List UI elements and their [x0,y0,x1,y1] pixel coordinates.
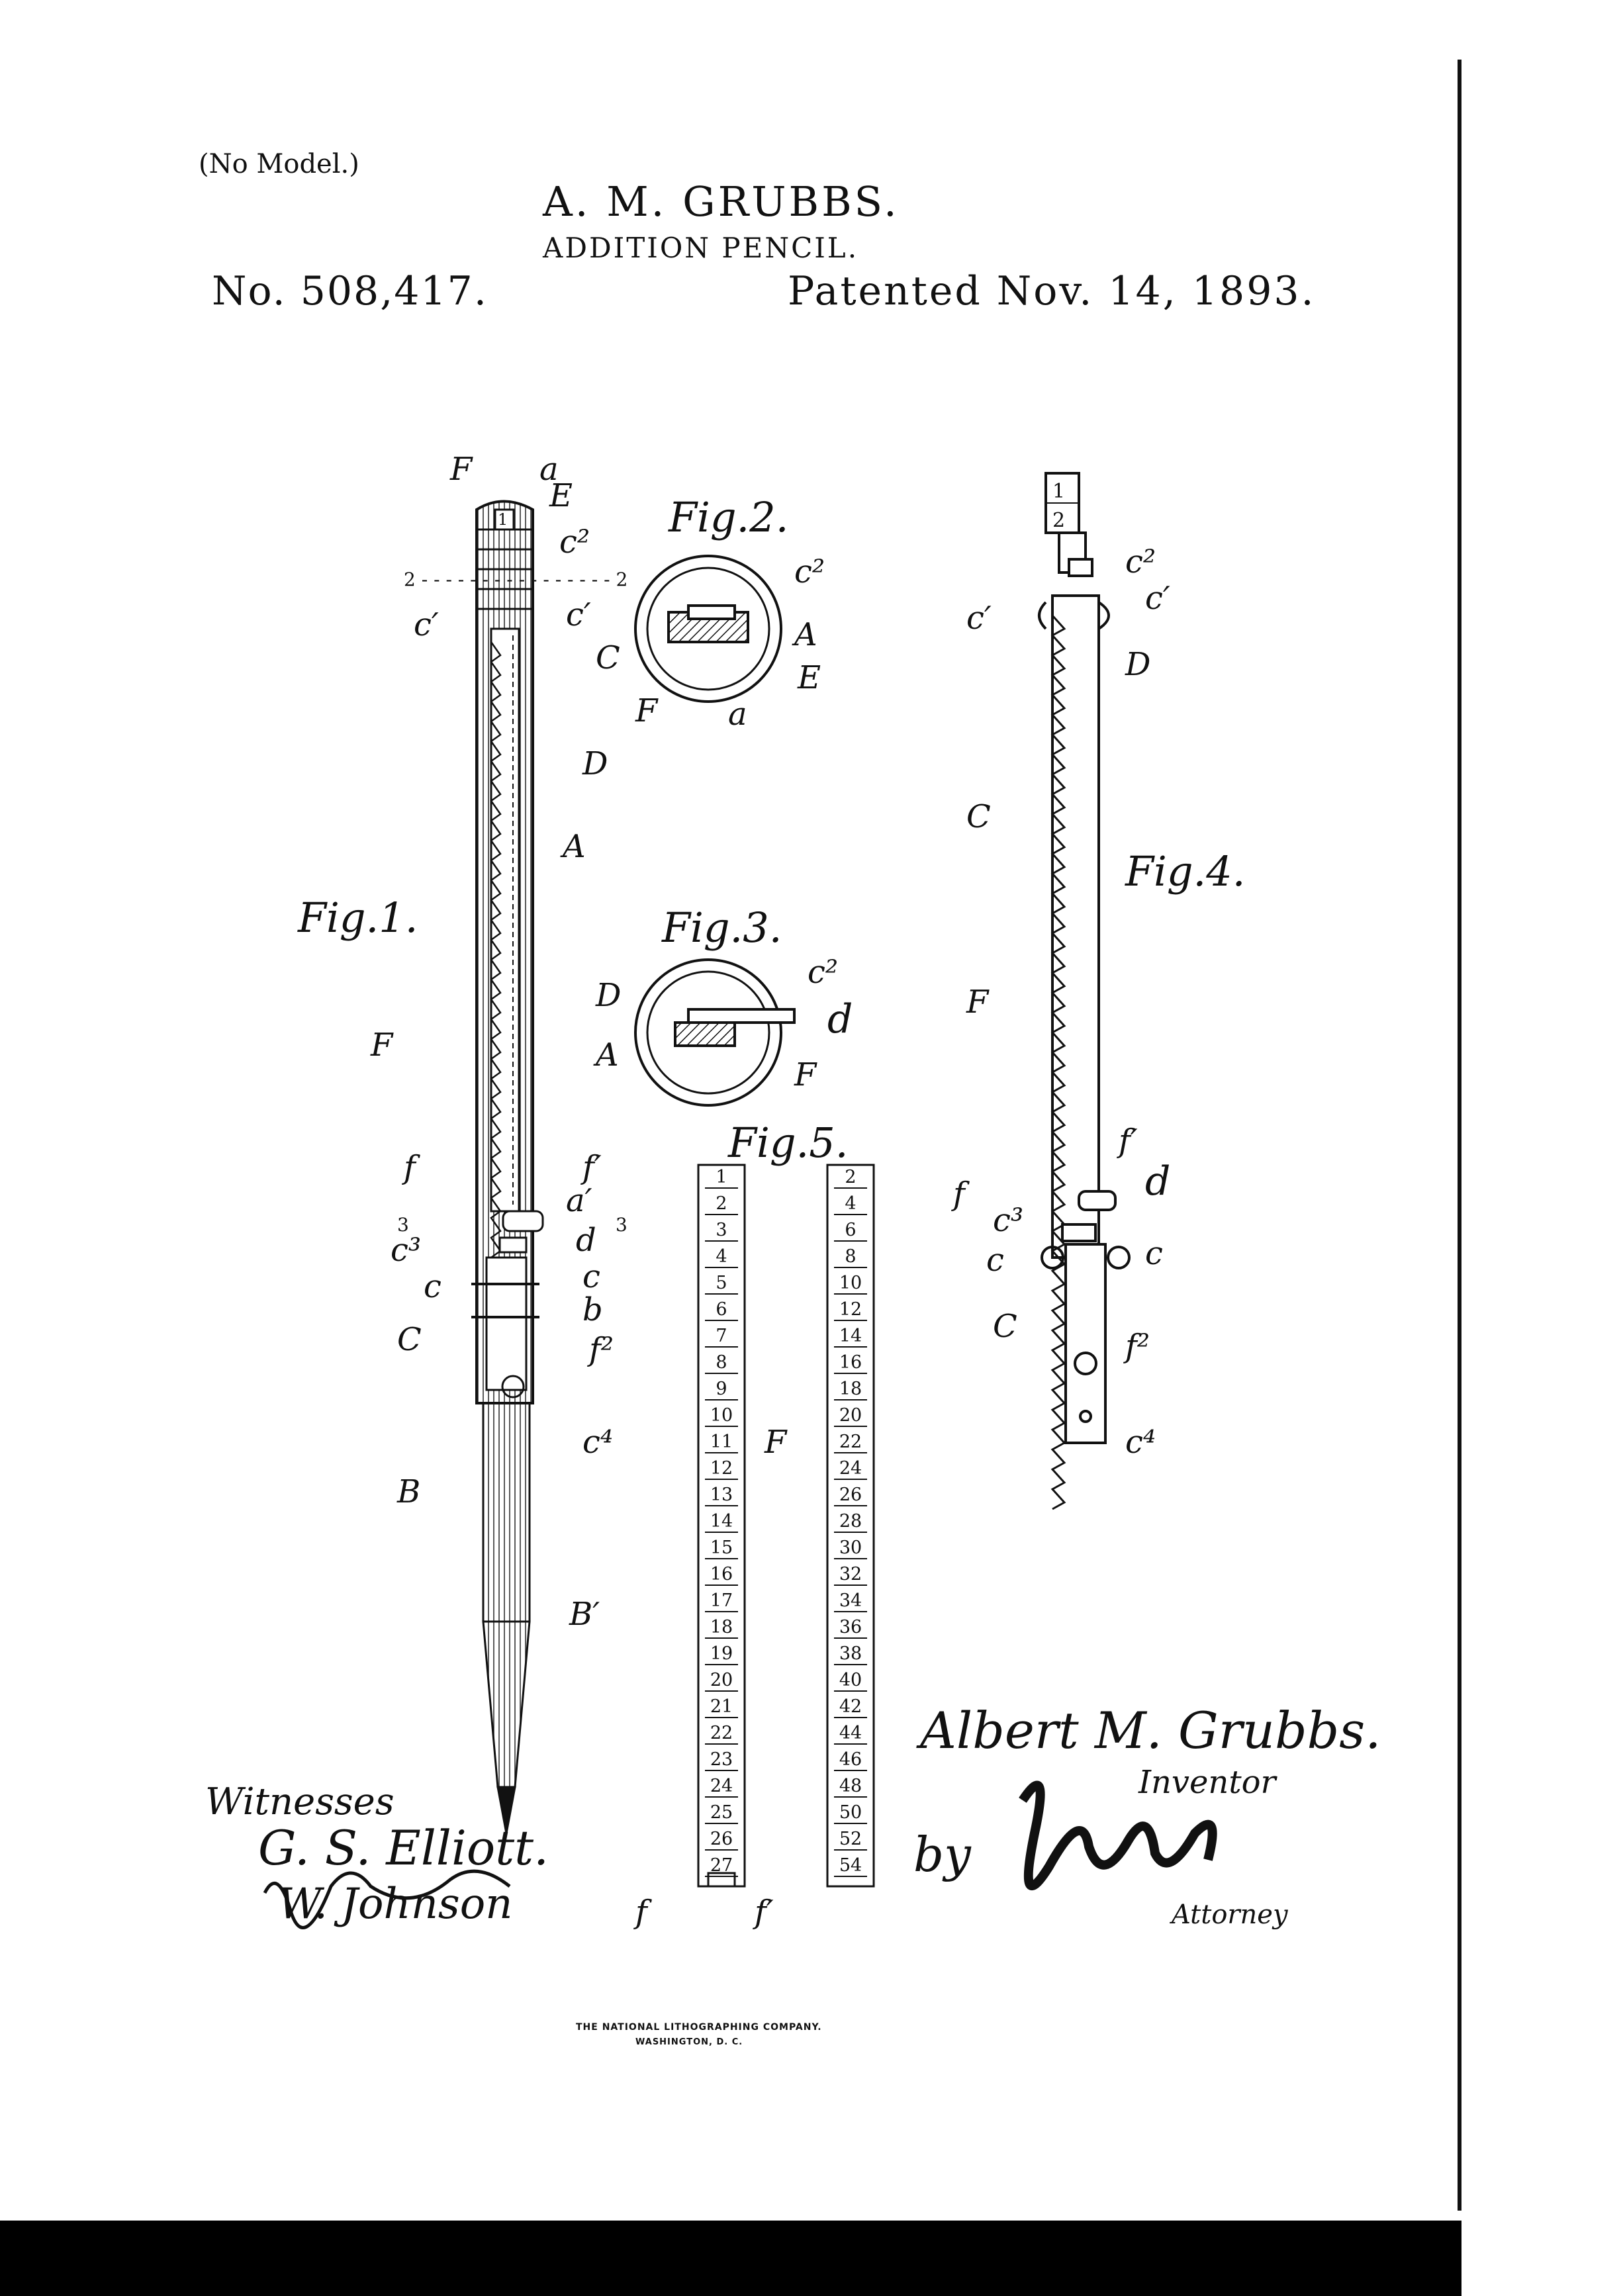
svg-text:C: C [397,1321,422,1358]
strip-number: 20 [705,1670,738,1692]
strip-number: 14 [705,1511,738,1533]
strip-number: 26 [834,1485,867,1506]
strip-number: 23 [705,1749,738,1771]
fig2-section [635,556,781,702]
svg-text:c²: c² [794,553,825,590]
strip-number: 3 [705,1220,738,1242]
strip-number: 4 [705,1246,738,1268]
svg-text:f²: f² [589,1331,614,1368]
strip-number: 24 [834,1458,867,1480]
svg-text:c²: c² [808,954,839,991]
strip-number: 32 [834,1564,867,1586]
strip-number: 14 [834,1326,867,1348]
svg-text:f: f [953,1175,965,1213]
svg-text:c: c [582,1258,600,1295]
strip-number: 13 [705,1485,738,1506]
svg-text:a′: a′ [566,1182,592,1219]
svg-text:b: b [582,1291,603,1328]
scan-edge-right [1458,60,1461,2211]
strip-number: 36 [834,1617,867,1639]
svg-text:c′: c′ [1145,580,1170,617]
strip-number: 20 [834,1405,867,1427]
fig4-top-number-1: 1 [1052,480,1066,503]
strip-number: 38 [834,1643,867,1665]
svg-text:f′: f′ [1119,1123,1138,1160]
svg-text:d: d [1145,1158,1171,1205]
svg-text:D: D [1125,646,1151,683]
strip-number: 42 [834,1696,867,1718]
inventor-signature: Albert M. Grubbs. [920,1701,1381,1760]
strip-number: 8 [834,1246,867,1268]
no-model-note: (No Model.) [199,149,359,179]
strip-number: 16 [834,1352,867,1374]
fig4-top-number-2: 2 [1052,509,1066,532]
svg-text:d: d [576,1222,596,1259]
strip-number: 27 [705,1855,738,1877]
strip-number: 15 [705,1538,738,1559]
svg-text:f: f [404,1149,416,1186]
svg-text:c: c [424,1268,441,1305]
strip-number: 2 [705,1193,738,1215]
svg-text:f: f [635,1894,647,1931]
strip-number: 18 [705,1617,738,1639]
svg-text:c⁴: c⁴ [1125,1424,1156,1461]
svg-text:F: F [635,692,658,729]
strip-number: 26 [705,1829,738,1851]
svg-text:B: B [397,1473,421,1510]
svg-text:c: c [986,1242,1004,1279]
strip-number: 6 [834,1220,867,1242]
svg-text:A: A [794,616,817,653]
svg-text:c′: c′ [966,600,992,637]
strip-number: 22 [705,1723,738,1745]
patentee-name: A. M. GRUBBS. [543,177,900,226]
strip-number: 50 [834,1802,867,1824]
svg-text:a: a [539,451,559,488]
svg-text:c⁴: c⁴ [582,1424,614,1461]
witness2-signature: W. Johnson [278,1880,513,1929]
invention-title: ADDITION PENCIL. [543,232,859,264]
strip-number: 21 [705,1696,738,1718]
fig4-label: Fig.4. [1125,847,1246,895]
fig1-label: Fig.1. [298,894,418,942]
strip-number: 18 [834,1379,867,1401]
strip-number: 34 [834,1590,867,1612]
strip-number: 1 [705,1167,738,1189]
fig5-label: Fig.5. [728,1119,849,1167]
witness1-signature: G. S. Elliott. [258,1820,549,1876]
svg-text:2 - - - - - - - - - - - - - -: 2 - - - - - - - - - - - - - - - - 2 [404,569,628,590]
svg-text:C: C [966,798,991,835]
fig3-label: Fig.3. [662,903,782,952]
svg-text:c³: c³ [391,1232,422,1269]
strip-number: 4 [834,1193,867,1215]
strip-number: 6 [705,1299,738,1321]
fig3-section [635,960,794,1105]
strip-number: 9 [705,1379,738,1401]
svg-text:a: a [728,696,747,733]
fig1-pencil [471,502,543,1834]
svg-text:F: F [794,1056,817,1093]
strip-number: 28 [834,1511,867,1533]
strip-number: 19 [705,1643,738,1665]
svg-text:c²: c² [1125,543,1156,580]
svg-text:F: F [371,1027,393,1064]
strip-number: 10 [834,1273,867,1295]
svg-text:F: F [450,451,473,488]
svg-text:C: C [993,1308,1017,1345]
strip-number: 12 [705,1458,738,1480]
svg-text:3: 3 [616,1214,627,1236]
svg-text:C: C [596,639,620,676]
witnesses-label: Witnesses [205,1780,394,1823]
svg-text:c²: c² [559,524,590,561]
strip-number: 24 [705,1776,738,1798]
scan-edge-bottom [0,2221,1461,2296]
strip-number: 7 [705,1326,738,1348]
svg-text:c³: c³ [993,1202,1024,1239]
svg-text:D: D [582,745,608,782]
svg-text:c: c [1145,1235,1163,1272]
strip-number: 17 [705,1590,738,1612]
svg-text:A: A [563,828,586,865]
svg-text:B′: B′ [569,1596,600,1633]
strip-number: 40 [834,1670,867,1692]
svg-text:f²: f² [1125,1328,1150,1365]
strip-number: 25 [705,1802,738,1824]
strip-number: 11 [705,1432,738,1453]
strip-number: 46 [834,1749,867,1771]
fig1-top-number: 1 [498,510,508,529]
strip-number: 8 [705,1352,738,1374]
svg-text:A: A [596,1036,619,1074]
patent-date: Patented Nov. 14, 1893. [788,268,1316,314]
strip-number: 48 [834,1776,867,1798]
svg-text:E: E [798,659,821,696]
strip-number: 10 [705,1405,738,1427]
svg-text:3: 3 [397,1214,409,1236]
svg-text:c′: c′ [414,606,439,643]
svg-text:f′: f′ [755,1894,774,1931]
strip-number: 54 [834,1855,867,1877]
strip-number: 30 [834,1538,867,1559]
inventor-label: Inventor [1138,1764,1276,1801]
svg-text:f′: f′ [582,1149,602,1186]
strip-number: 5 [705,1273,738,1295]
by-word: by [913,1827,971,1882]
printer-credit-line1: THE NATIONAL LITHOGRAPHING COMPANY. [576,2022,822,2033]
svg-text:c′: c′ [566,596,591,633]
fig4-slide [1039,473,1129,1509]
attorney-label: Attorney [1172,1900,1288,1930]
svg-text:F: F [966,984,989,1021]
strip-number: 2 [834,1167,867,1189]
fig2-label: Fig.2. [669,493,789,541]
strip-number: 52 [834,1829,867,1851]
strip-number: 12 [834,1299,867,1321]
strip-number: 16 [705,1564,738,1586]
svg-text:D: D [596,977,622,1014]
svg-text:d: d [827,996,853,1042]
svg-text:F: F [765,1424,787,1461]
strip-number: 44 [834,1723,867,1745]
svg-text:E: E [549,477,573,514]
patent-number: No. 508,417. [212,268,488,314]
strip-number: 22 [834,1432,867,1453]
printer-credit-line2: WASHINGTON, D. C. [635,2037,743,2047]
